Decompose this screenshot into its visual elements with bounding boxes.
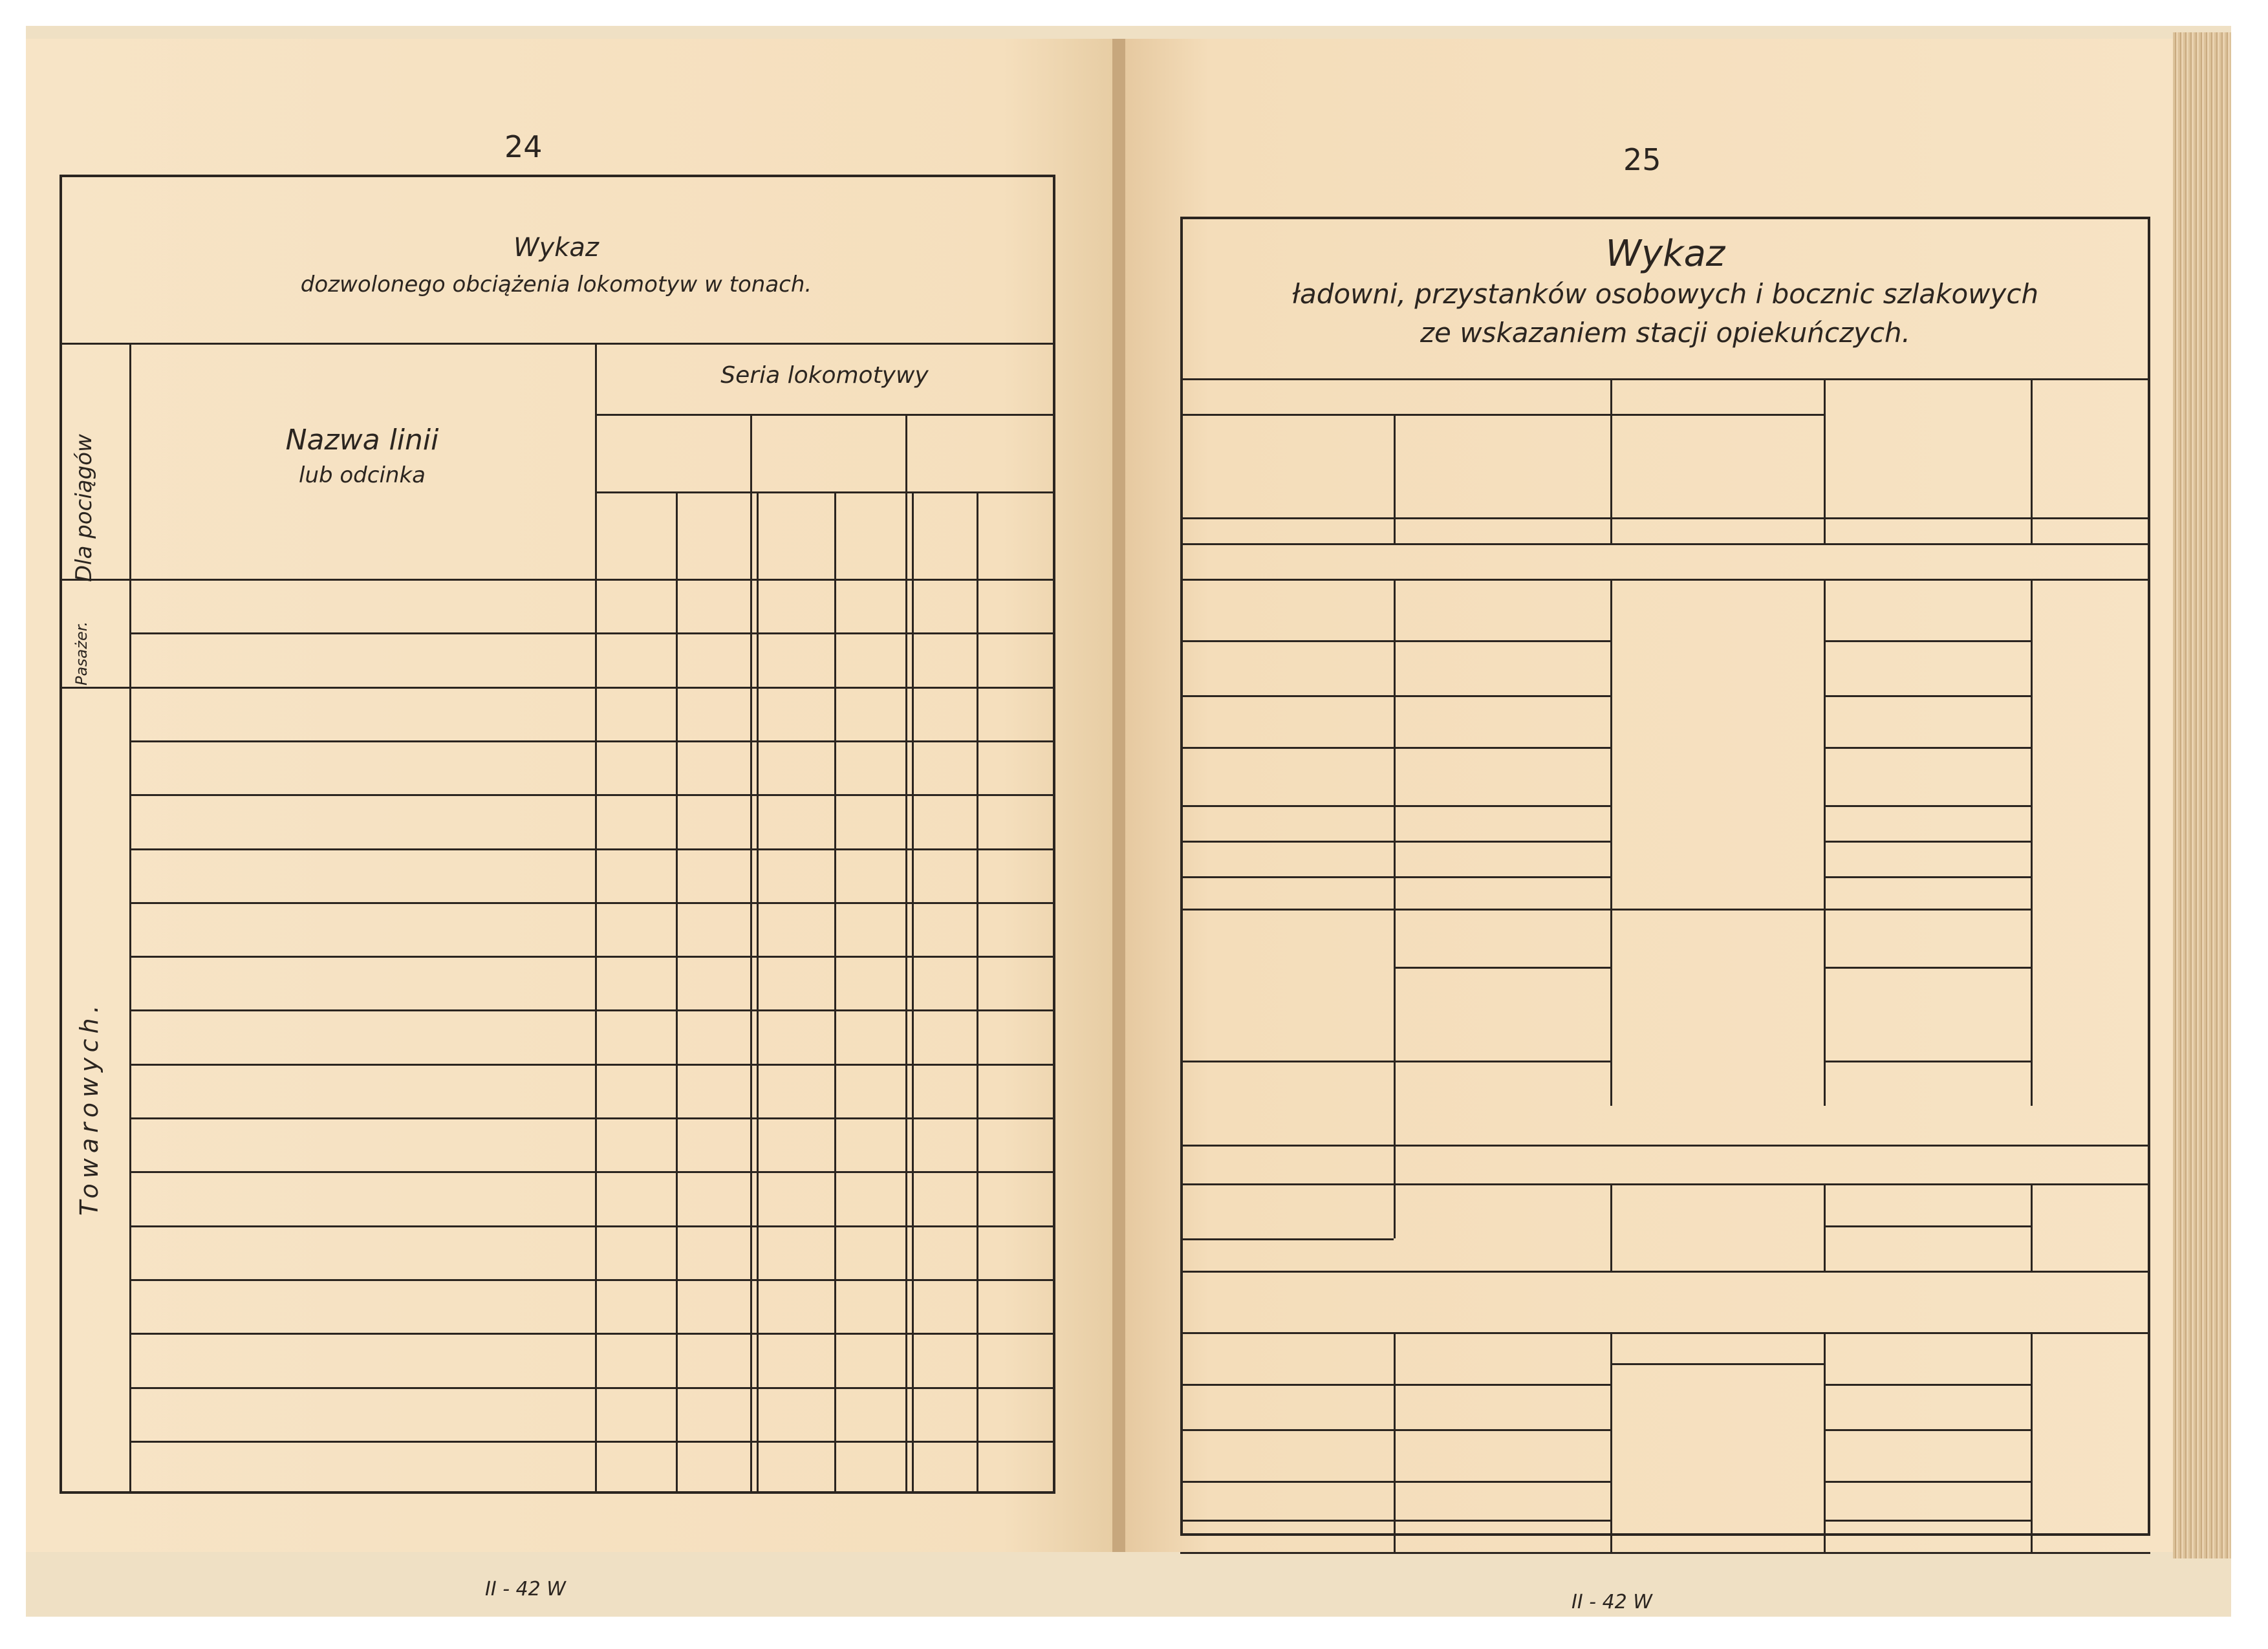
row-line: [129, 1387, 1055, 1389]
series-line: [595, 414, 1055, 416]
row-line: [1824, 1225, 2031, 1227]
row-line: [1394, 1384, 1610, 1386]
row-line: [1824, 1061, 2031, 1062]
header-top-line: [59, 343, 1055, 345]
value-column-line: [834, 491, 836, 1494]
footer-left: II - 42 W: [485, 1578, 566, 1600]
row-line: [1180, 1481, 1394, 1483]
column-line: [2031, 1332, 2033, 1552]
row-line: [129, 1225, 1055, 1227]
value-column-line: [757, 491, 759, 1494]
row-line: [1824, 841, 2031, 843]
row-line: [1394, 1481, 1610, 1483]
row-line: [1394, 1061, 1610, 1062]
row-line: [129, 1279, 1055, 1281]
series-divider: [905, 491, 907, 1494]
book-gutter: [1112, 39, 1125, 1552]
row-line: [1180, 640, 1610, 642]
column-line: [1610, 579, 1612, 1106]
row-line: [1824, 640, 2031, 642]
section-line: [1180, 1332, 2150, 1334]
series-divider: [905, 414, 907, 491]
left-title: Wykaz: [513, 233, 599, 263]
row-line: [1824, 805, 2031, 807]
row-line: [129, 1333, 1055, 1335]
group-freight: Towarowych.: [75, 1000, 103, 1216]
column-line: [1610, 1332, 1612, 1552]
header-line-section: lub odcinka: [299, 462, 426, 488]
header-bottom-line: [1180, 543, 2150, 545]
row-line: [1394, 1520, 1610, 1522]
right-subtitle-2: ze wskazaniem stacji opiekuńczych.: [1420, 317, 1911, 349]
row-line: [1610, 1363, 1824, 1365]
row-line: [1824, 695, 2031, 697]
column-line: [1394, 414, 1396, 543]
row-line: [129, 848, 1055, 850]
right-subtitle-1: ładowni, przystanków osobowych i bocznic szlakowych: [1291, 278, 2039, 310]
row-line: [129, 1171, 1055, 1173]
header-top-line: [1180, 378, 2150, 380]
row-line: [1180, 1238, 1394, 1240]
row-line: [1394, 967, 1610, 969]
row-line: [1824, 967, 2031, 969]
row-line: [129, 1064, 1055, 1066]
section-line: [1180, 1552, 2150, 1554]
column-line: [2031, 378, 2033, 543]
page-edges: [2173, 32, 2231, 1558]
row-line: [59, 687, 1055, 689]
row-line: [1180, 805, 1610, 807]
row-line: [1824, 747, 2031, 749]
row-line: [1824, 1384, 2031, 1386]
row-line: [1610, 909, 1824, 911]
subheader-line: [595, 491, 1055, 493]
footer-right: II - 42 W: [1571, 1591, 1652, 1613]
group-passenger: Pasażer.: [72, 621, 91, 685]
row-line: [129, 632, 1055, 634]
section-line: [1180, 1183, 2150, 1185]
row-line: [129, 1441, 1055, 1443]
row-line: [129, 740, 1055, 742]
column-line: [595, 343, 597, 1494]
row-line: [1824, 876, 2031, 878]
column-line: [1610, 1183, 1612, 1271]
column-line: [1824, 378, 1826, 543]
value-column-line: [912, 491, 914, 1494]
value-column-line: [676, 491, 678, 1494]
column-line: [2031, 579, 2033, 1106]
section-line: [1180, 579, 2150, 581]
colnum-line: [1180, 517, 2150, 519]
row-line: [1824, 1520, 2031, 1522]
left-subtitle: dozwolonego obciążenia lokomotyw w tonach.: [300, 272, 812, 297]
row-line: [1824, 1481, 2031, 1483]
column-line: [1394, 1332, 1396, 1552]
row-line: [129, 1009, 1055, 1011]
row-line: [1180, 695, 1610, 697]
right-title: Wykaz: [1605, 233, 1725, 275]
series-divider: [750, 491, 752, 1494]
row-line: [1394, 1429, 1610, 1431]
row-line: [129, 794, 1055, 796]
row-line: [1180, 1520, 1394, 1522]
column-line: [129, 343, 131, 1494]
row-line: [1824, 909, 2031, 911]
nazwa-line: [1180, 414, 1824, 416]
column-line: [1824, 1332, 1826, 1552]
section-line: [1180, 1271, 2150, 1273]
row-line: [1180, 1384, 1394, 1386]
row-line: [129, 1117, 1055, 1119]
row-line: [1180, 747, 1610, 749]
column-line: [1610, 378, 1612, 543]
header-line-name: Nazwa linii: [285, 424, 439, 457]
row-line: [1180, 876, 1610, 878]
row-line: [129, 902, 1055, 904]
value-column-line: [977, 491, 978, 1494]
row-line: [1180, 1429, 1394, 1431]
row-line: [129, 956, 1055, 958]
series-divider: [750, 414, 752, 491]
row-line: [1180, 841, 1610, 843]
header-train-type: Dla pociągów: [71, 434, 97, 582]
row-line: [1824, 1429, 2031, 1431]
header-series: Seria lokomotywy: [720, 362, 929, 389]
page-number-left: 24: [504, 129, 543, 164]
page-number-right: 25: [1623, 142, 1661, 177]
column-line: [2031, 1183, 2033, 1271]
section-line: [1180, 1145, 2150, 1147]
row-line: [1180, 1061, 1394, 1062]
row-line: [1180, 909, 1610, 911]
